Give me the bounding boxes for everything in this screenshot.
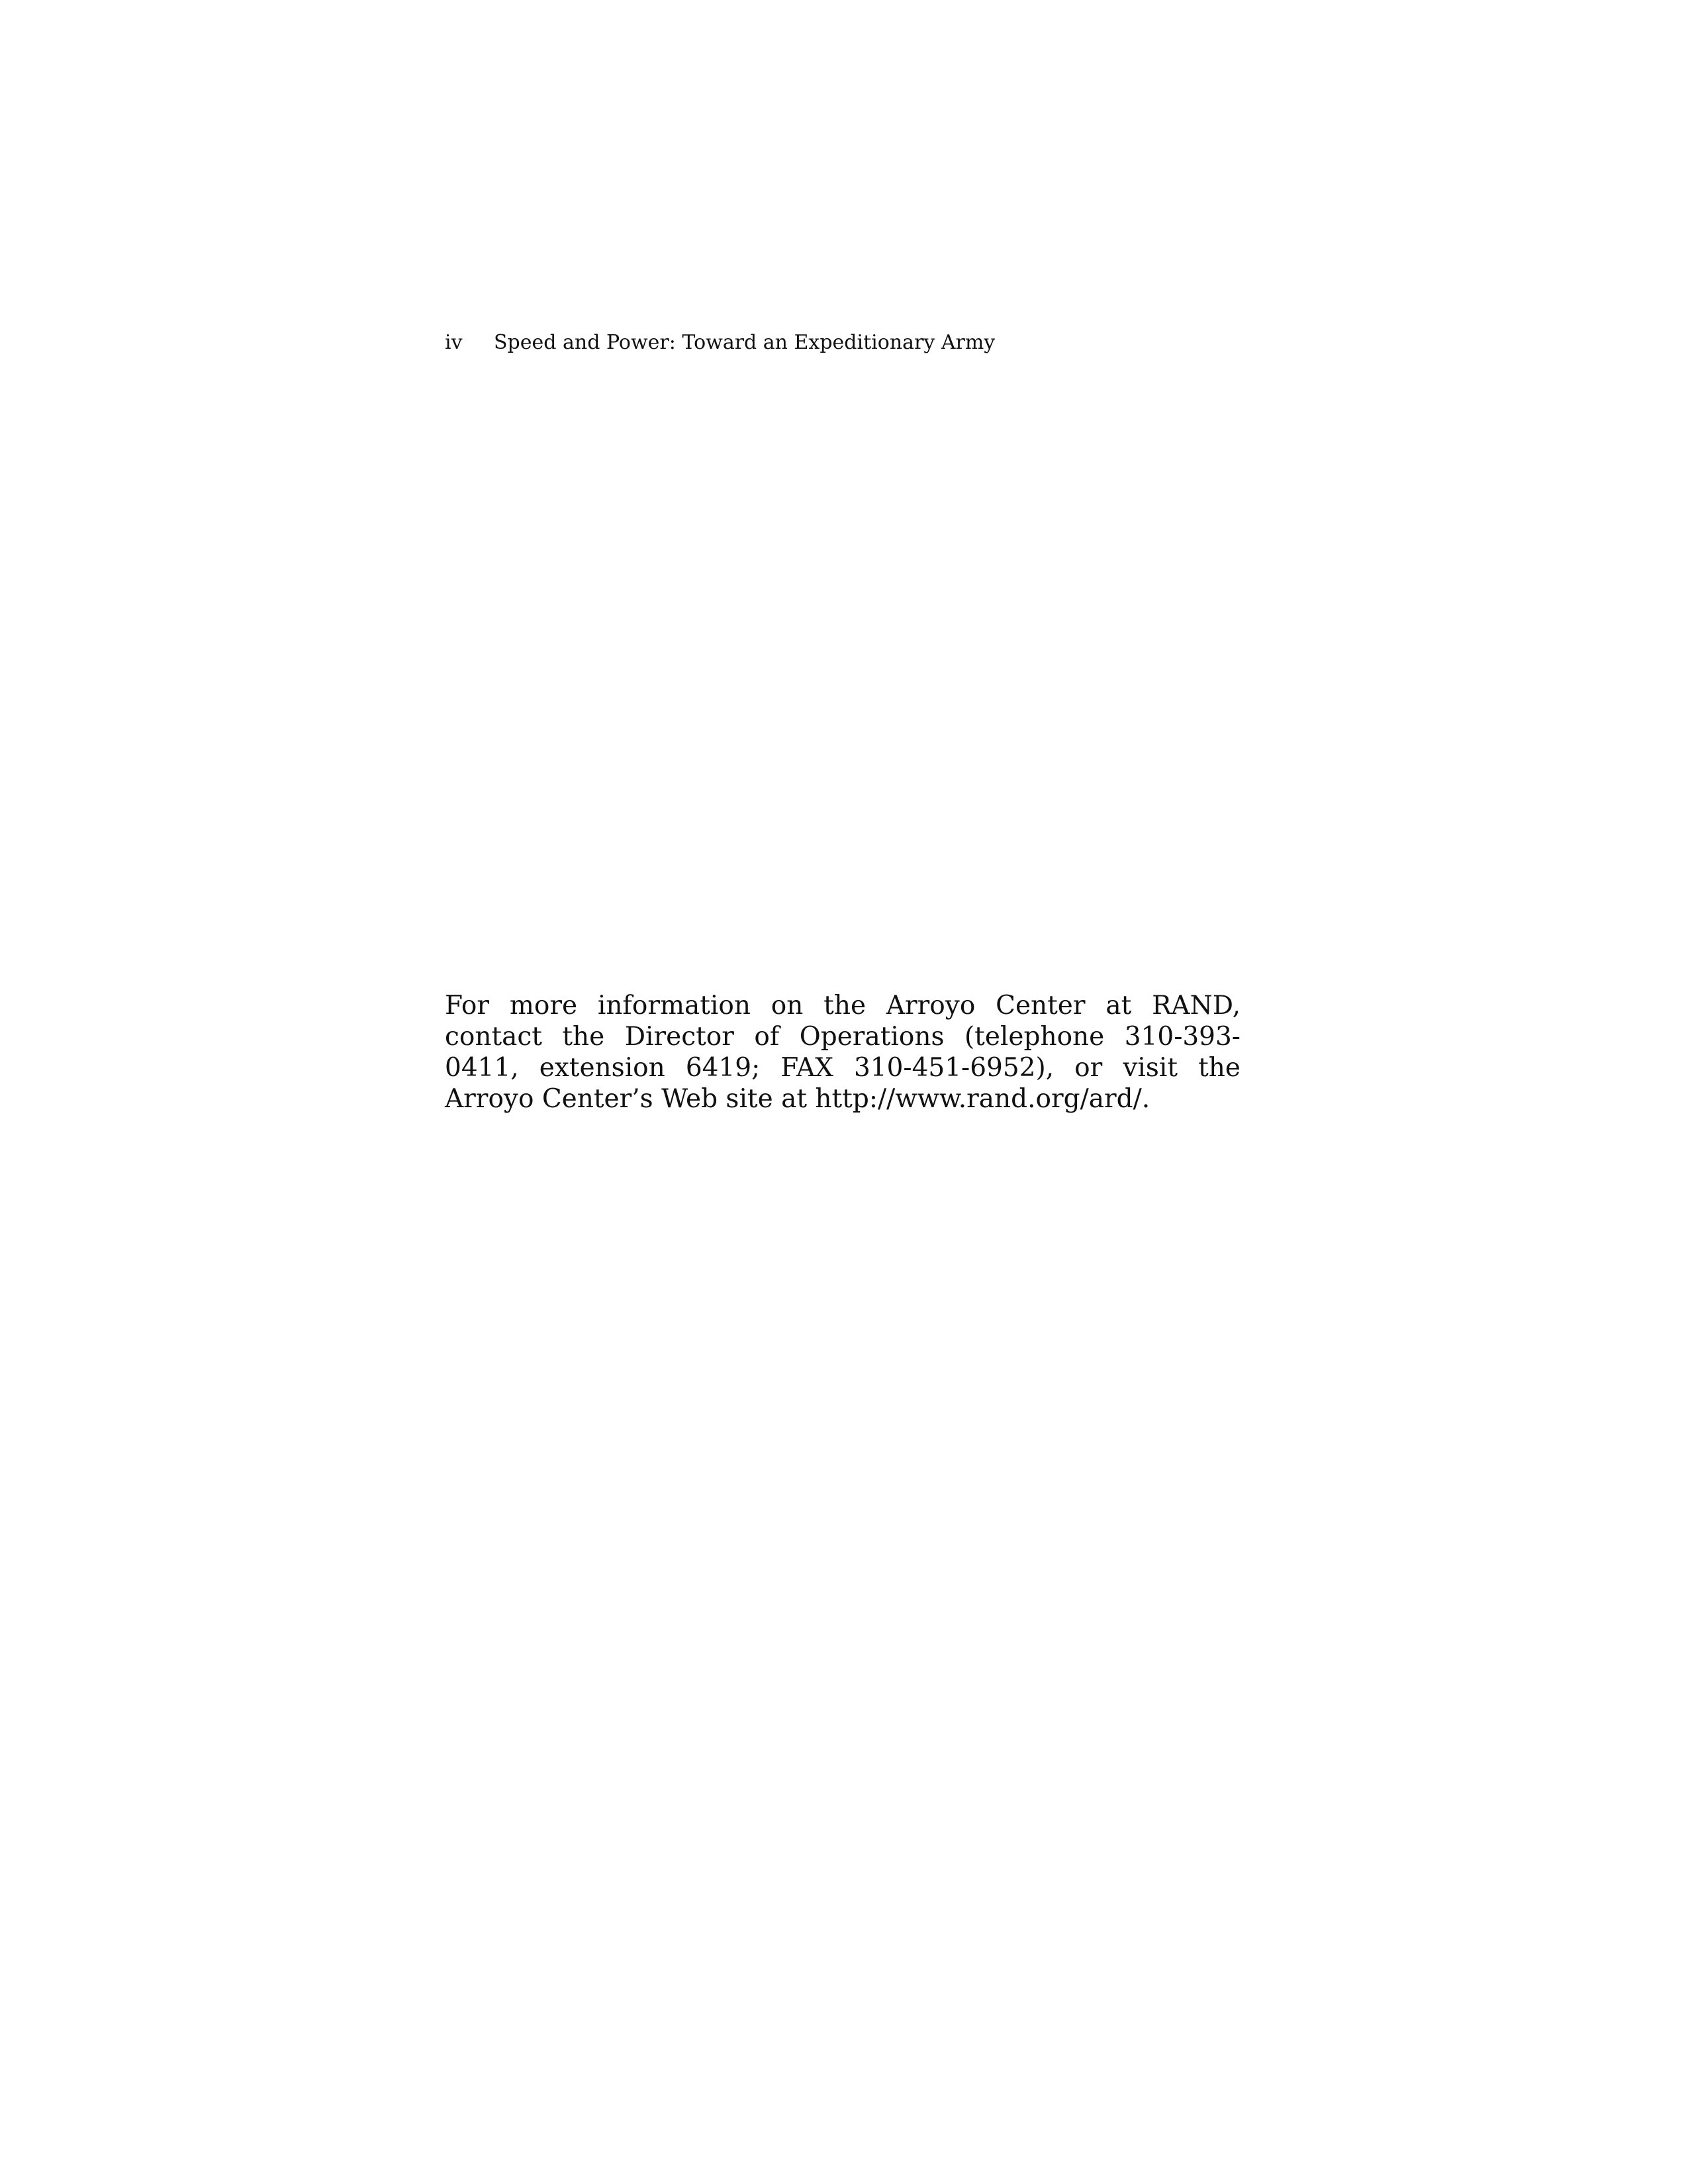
book-title: Speed and Power: Toward an Expeditionary Army xyxy=(494,331,996,354)
contact-information-paragraph: For more information on the Arroyo Center at RAND, contact the Director of Operations (telephone 310-393-0411, extension 6419; FAX 310-451-6952), or visit the Arroyo Center’s Web site at http://www.rand.org/ard/. xyxy=(445,991,1241,1114)
running-header xyxy=(445,330,995,356)
page-number: iv xyxy=(445,331,463,354)
